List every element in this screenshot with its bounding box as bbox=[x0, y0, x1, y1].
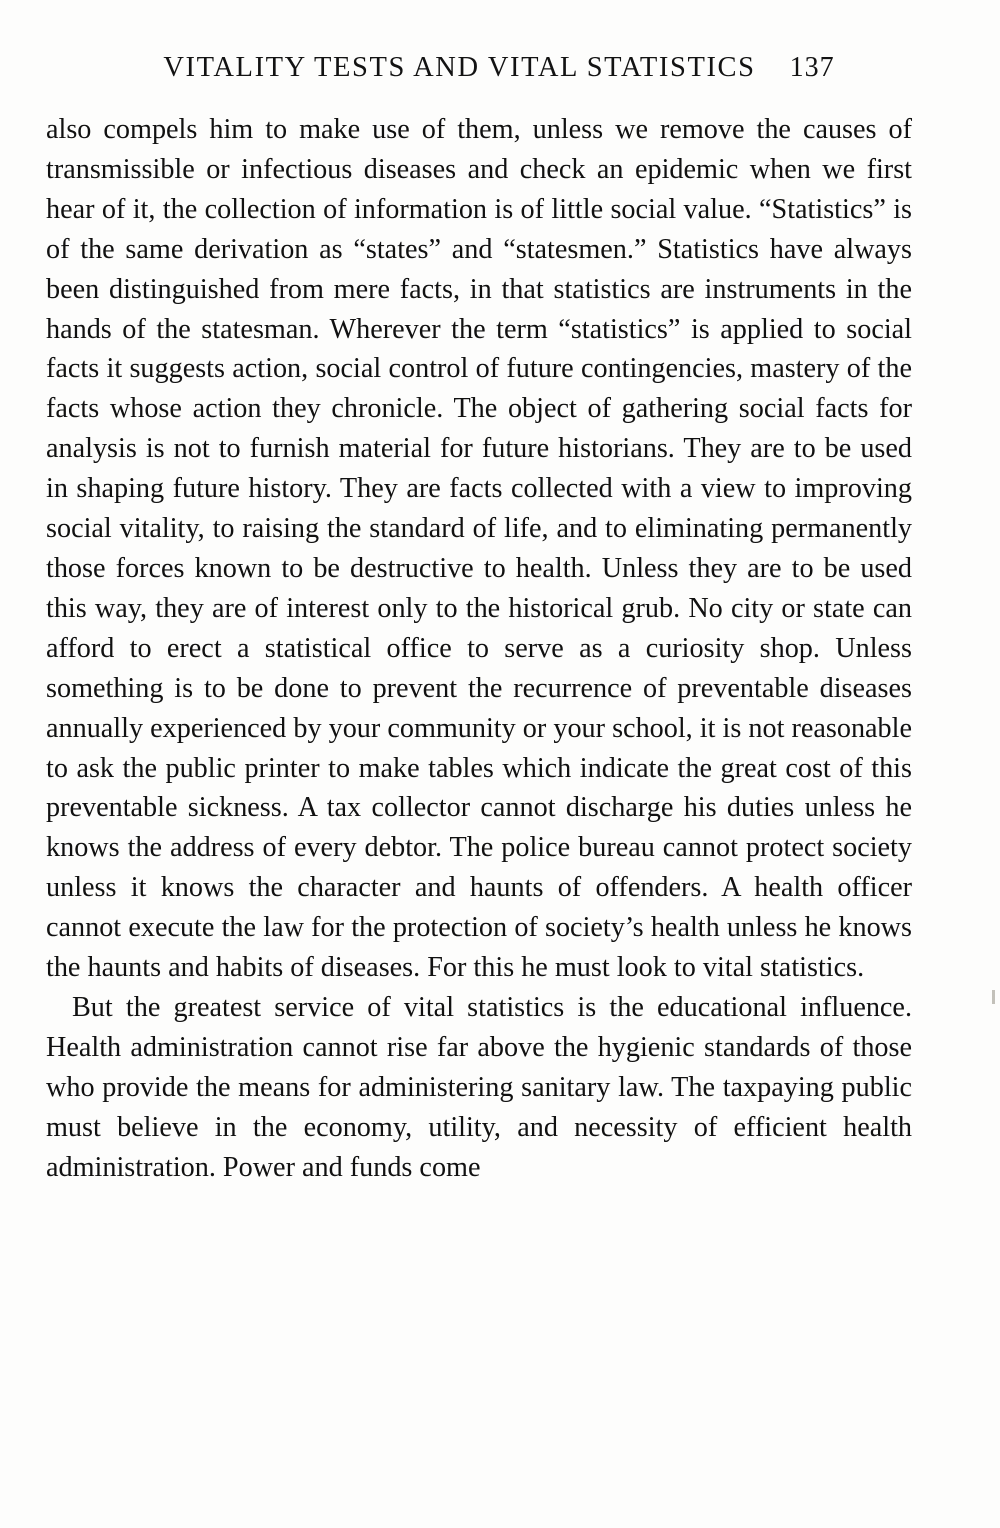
running-head bbox=[46, 52, 912, 84]
page-body bbox=[46, 110, 912, 1187]
page-edge-mark bbox=[992, 990, 995, 1004]
paragraph-1: also compels him to make use of them, unless we remove the causes of transmissible or infectious diseases and check an epidemic when we first hear of it, the collection of information is of little social value. “Statistics” is of the same derivation as “states” and “statesmen.” Statistics have always been distinguished from mere facts, in that statistics are instruments in the hands of the statesman. Wherever the term “statistics” is applied to social facts it suggests action, social control of future contingencies, mastery of the facts whose action they chronicle. The object of gathering social facts for analysis is not to furnish material for future historians. They are to be used in shaping future history. They are facts collected with a view to improving social vitality, to raising the standard of life, and to eliminating permanently those forces known to be destructive to health. Unless they are to be used this way, they are of interest only to the historical grub. No city or state can afford to erect a statistical office to serve as a curiosity shop. Unless something is to be done to prevent the recurrence of preventable diseases annually experienced by your community or your school, it is not reasonable to ask the public printer to make tables which indicate the great cost of this preventable sickness. A tax collector cannot discharge his duties unless he knows the address of every debtor. The police bureau cannot protect society unless it knows the character and haunts of offenders. A health officer cannot execute the law for the protection of society’s health unless he knows the haunts and habits of diseases. For this he must look to vital statistics. bbox=[46, 114, 912, 984]
page-number: 137 bbox=[789, 52, 835, 83]
running-head-title: VITALITY TESTS AND VITAL STATISTICS bbox=[163, 52, 756, 83]
paragraph-2: But the greatest service of vital statistics is the educational influence. Health administration cannot rise far above the hygienic standards of those who provide the means for administering sanitary law. The taxpaying public must believe in the economy, utility, and necessity of efficient health administration. Power and funds come bbox=[46, 991, 912, 1183]
